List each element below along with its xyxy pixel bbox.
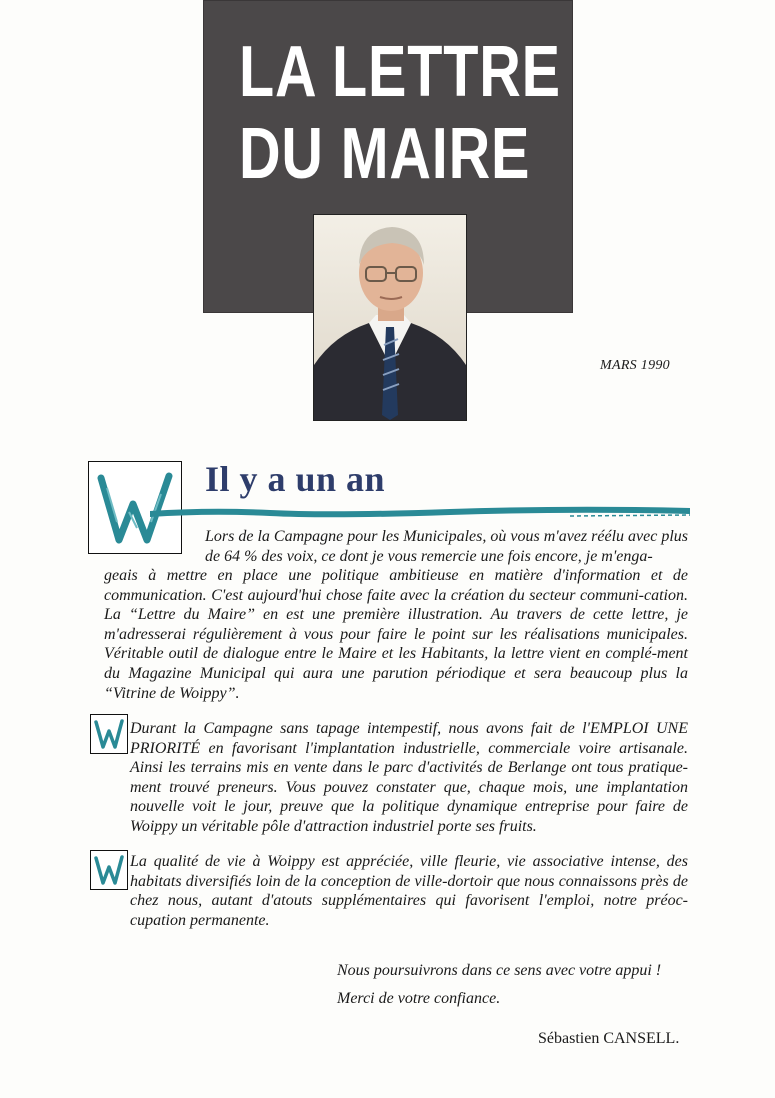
mayor-portrait <box>313 214 467 421</box>
paragraph-1-intro: Lors de la Campagne pour les Municipales, où vous m'avez réélu avec plus de 64 % des voix, ce dont je vous remercie une fois encore, je m'enga- <box>205 528 688 565</box>
closing-line-1: Nous poursuivrons dans ce sens avec votre appui ! <box>337 962 662 979</box>
issue-date: MARS 1990 <box>600 358 670 373</box>
brush-stroke-divider <box>150 505 690 521</box>
mayor-portrait-image <box>314 215 466 420</box>
section-heading: Il y a un an <box>205 459 386 499</box>
signature: Sébastien CANSELL. <box>538 1030 680 1047</box>
paragraph-1-body: geais à mettre en place une politique ambitieuse en matière d'information et de communication. C'est aujourd'hui chose faite avec la création du secteur communi-cation. La “Lettre du Maire” en est une première illustration. Au travers de cette lettre, je m'adresserai régulièrement à vous pour faire le point sur les réalisations municipales. Véritable outil de dialogue entre le Maire et les Habitants, la lettre vient en complé-ment du Magazine Municipal qui aura une parution périodique et sera beaucoup plus la “Vitrine de Woippy”. <box>104 567 688 702</box>
paragraph-3: La qualité de vie à Woippy est appréciée, ville fleurie, vie associative intense, des habitats diversifiés loin de la conception de ville-dortoir que nous connaissons près de chez nous, autant d'atouts supplémentaires qui favorisent l'emploi, notre préoc-cupation permanente. <box>130 853 688 929</box>
w-brush-logo-icon <box>90 850 128 890</box>
closing-line-2: Merci de votre confiance. <box>337 990 501 1007</box>
w-brush-logo-icon <box>90 714 128 754</box>
title-line-2: DU MAIRE <box>239 114 531 194</box>
paragraph-2: Durant la Campagne sans tapage intempestif, nous avons fait de l'EMPLOI UNE PRIORITÉ en favorisant l'implantation industrielle, commerciale voire artisanale. Ainsi les terrains mis en vente dans le parc d'activités de Berlange ont tous pratique-ment trouvé preneurs. Vous pouvez constater que, chaque mois, une implantation nouvelle voit le jour, preuve que la politique dynamique entreprise pour faire de Woippy un véritable pôle d'attraction industriel porte ses fruits. <box>130 720 688 835</box>
title-line-1: LA LETTRE <box>239 32 561 112</box>
